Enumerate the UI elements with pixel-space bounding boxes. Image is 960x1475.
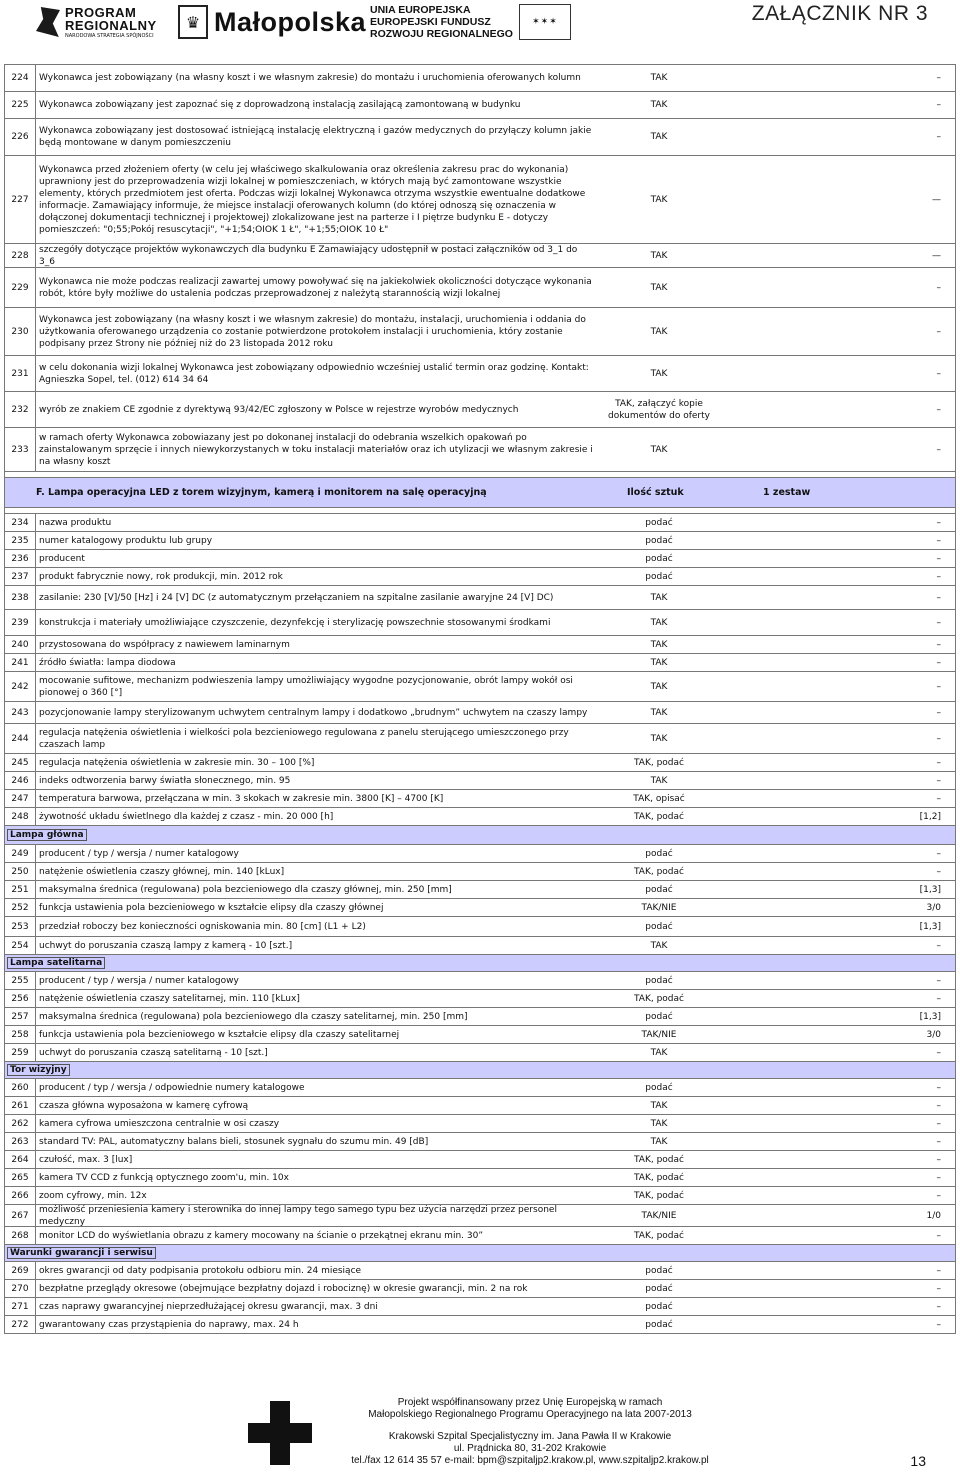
table-row — [4, 568, 956, 586]
row-description: przystosowana do współpracy z nawiewem laminarnym — [39, 639, 290, 650]
eu-line3: ROZWOJU REGIONALNEGO — [370, 28, 513, 40]
row-requirement: podać — [645, 975, 673, 986]
row-points: – — [936, 866, 941, 877]
table-row — [4, 1187, 956, 1205]
row-points: – — [936, 707, 941, 718]
row-requirement: podać — [645, 571, 673, 582]
table-row — [4, 702, 956, 724]
row-description: konstrukcja i materiały umożliwiające czyszczenie, dezynfekcję i sterylizację powszechnie stosowanymi środkami — [39, 617, 551, 628]
row-description: standard TV: PAL, automatyczny balans bieli, stosunek sygnału do szumu min. 49 [dB] — [39, 1136, 429, 1147]
logo-program-line3: NARODOWA STRATEGIA SPÓJNOŚCI — [65, 32, 154, 39]
table-row — [4, 899, 956, 917]
table-row — [4, 119, 956, 156]
row-requirement: podać — [645, 535, 673, 546]
row-number: 229 — [5, 268, 36, 307]
table-row — [4, 1298, 956, 1316]
section-f-title: F. Lampa operacyjna LED z torem wizyjnym, kamerą i monitorem na salę operacyjną — [36, 487, 487, 498]
table-row — [4, 1262, 956, 1280]
row-description: maksymalna średnica (regulowana) pola bezcieniowego dla czaszy głównej, min. 250 [mm] — [39, 884, 452, 895]
crown-crest-icon: ♛ — [178, 5, 208, 39]
row-description: nazwa produktu — [39, 517, 112, 528]
row-requirement: TAK — [650, 194, 668, 205]
table-row — [4, 1008, 956, 1026]
row-requirement: TAK — [650, 617, 668, 628]
page-number: 13 — [910, 1453, 926, 1469]
row-description: mocowanie sufitowe, mechanizm podwieszenia lampy umożliwiający wygodne pozycjonowanie, obrót lampy wokół osi pionowej o 360 [°] — [39, 675, 573, 698]
table-row — [4, 1316, 956, 1334]
row-points: – — [936, 617, 941, 628]
row-number: 256 — [5, 990, 36, 1007]
table-row — [4, 1227, 956, 1245]
row-requirement: TAK, podać — [634, 1230, 684, 1241]
row-requirement: TAK — [650, 681, 668, 692]
row-points: – — [936, 73, 941, 83]
row-requirement: TAK — [650, 326, 668, 337]
row-description: przedział roboczy bez konieczności ogniskowania min. 80 [cm] (L1 + L2) — [39, 921, 366, 932]
row-number: 234 — [5, 514, 36, 531]
row-points: – — [936, 848, 941, 859]
row-points: – — [936, 553, 941, 564]
table-row — [4, 1097, 956, 1115]
row-requirement: TAK, opisać — [633, 793, 685, 804]
table-row — [4, 845, 956, 863]
row-points: 1/0 — [926, 1210, 941, 1221]
row-description: regulacja natężenia oświetlenia w zakresie min. 30 – 100 [%] — [39, 757, 315, 768]
table-row — [4, 308, 956, 356]
row-points: – — [936, 282, 941, 293]
row-description: uchwyt do poruszania czaszą lampy z kamerą - 10 [szt.] — [39, 940, 293, 951]
section-label: Tor wizyjny — [7, 1064, 70, 1076]
qty-value: 1 zestaw — [763, 487, 811, 498]
table-row — [4, 1133, 956, 1151]
row-requirement: TAK — [650, 592, 668, 603]
row-requirement: podać — [645, 1082, 673, 1093]
row-number: 235 — [5, 532, 36, 549]
table-row — [4, 724, 956, 754]
logo-program-line2: REGIONALNY — [65, 17, 157, 33]
row-requirement: TAK — [650, 1136, 668, 1147]
table-row — [4, 532, 956, 550]
row-requirement: TAK — [650, 639, 668, 650]
row-points: – — [936, 1230, 941, 1241]
specification-table — [4, 64, 956, 1334]
row-description: zasilanie: 230 [V]/50 [Hz] i 24 [V] DC (z automatycznym przełączaniem na szpitalne zasilanie awaryjne 24 [V] DC) — [39, 592, 554, 603]
row-requirement: TAK, podać — [634, 757, 684, 768]
row-number: 239 — [5, 610, 36, 635]
row-points: – — [936, 1118, 941, 1129]
row-points: – — [936, 975, 941, 986]
row-points: – — [936, 639, 941, 650]
row-description: natężenie oświetlenia czaszy satelitarnej, min. 110 [kLux] — [39, 993, 300, 1004]
row-description: produkt fabrycznie nowy, rok produkcji, min. 2012 rok — [39, 571, 283, 582]
row-number: 264 — [5, 1151, 36, 1168]
table-row — [4, 1280, 956, 1298]
eu-line2: EUROPEJSKI FUNDUSZ — [370, 16, 491, 28]
row-requirement: TAK/NIE — [641, 1029, 677, 1040]
row-requirement: podać — [645, 553, 673, 564]
row-description: Wykonawca jest zobowiązany (na własny koszt i we własnym zakresie) do montażu i uruchomienia oferowanych kolumn — [39, 73, 581, 83]
row-requirement: podać — [645, 1283, 673, 1294]
table-row — [4, 1151, 956, 1169]
row-requirement: TAK, załączyć kopie dokumentów do oferty — [608, 398, 710, 421]
row-number: 230 — [5, 308, 36, 355]
row-requirement: TAK — [650, 132, 668, 142]
footer-line3: Krakowski Szpital Specjalistyczny im. Jana Pawła II w Krakowie — [388, 1431, 672, 1442]
section-label: Lampa główna — [7, 829, 87, 841]
row-number: 269 — [5, 1262, 36, 1279]
row-requirement: TAK — [650, 73, 668, 83]
row-points: – — [936, 1283, 941, 1294]
row-points: — — [932, 194, 941, 205]
table-row — [4, 92, 956, 119]
row-number: 248 — [5, 808, 36, 825]
row-points: – — [936, 1154, 941, 1165]
row-number: 254 — [5, 937, 36, 954]
row-description: czułość, max. 3 [lux] — [39, 1154, 133, 1165]
row-requirement: podać — [645, 1319, 673, 1330]
row-requirement: TAK, podać — [634, 866, 684, 877]
row-number: 246 — [5, 772, 36, 789]
row-number: 242 — [5, 672, 36, 701]
row-points: – — [936, 404, 941, 415]
table-row — [4, 772, 956, 790]
row-points: – — [936, 1136, 941, 1147]
table-row — [4, 550, 956, 568]
table-row — [4, 790, 956, 808]
table-row — [4, 881, 956, 899]
row-description: gwarantowany czas przystąpienia do naprawy, max. 24 h — [39, 1319, 299, 1330]
row-points: – — [936, 535, 941, 546]
row-requirement: TAK — [650, 100, 668, 110]
row-points: – — [936, 1301, 941, 1312]
section-tor-wizyjny — [4, 1062, 956, 1079]
row-description: Wykonawca zobowiązany jest zapoznać się z doprowadzoną instalacją zasilającą zamontowaną w budynku — [39, 100, 521, 110]
row-number: 227 — [5, 156, 36, 243]
row-requirement: TAK, podać — [634, 1172, 684, 1183]
row-description: możliwość przeniesienia kamery i sterownika do innej lampy tego samego typu bez użycia narzędzi przez personel medyczny — [39, 1204, 557, 1227]
row-requirement: TAK/NIE — [641, 902, 677, 913]
table-row — [4, 636, 956, 654]
row-points: – — [936, 132, 941, 142]
row-number: 245 — [5, 754, 36, 771]
row-requirement: TAK — [650, 368, 668, 379]
row-number: 244 — [5, 724, 36, 753]
section-label: Lampa satelitarna — [7, 957, 105, 969]
row-points: – — [936, 1190, 941, 1201]
row-number: 272 — [5, 1316, 36, 1333]
row-requirement: TAK — [650, 707, 668, 718]
row-number: 252 — [5, 899, 36, 916]
row-points: – — [936, 993, 941, 1004]
row-number: 258 — [5, 1026, 36, 1043]
row-description: funkcja ustawienia pola bezcieniowego w kształcie elipsy dla czaszy satelitarnej — [39, 1029, 400, 1040]
row-requirement: podać — [645, 884, 673, 895]
table-row — [4, 65, 956, 92]
row-points: – — [936, 368, 941, 379]
row-description: kamera TV CCD z funkcją optycznego zoom'u, min. 10x — [39, 1172, 289, 1183]
row-points: – — [936, 757, 941, 768]
row-description: zoom cyfrowy, min. 12x — [39, 1190, 147, 1201]
hospital-cross-icon — [248, 1401, 312, 1465]
table-row — [4, 863, 956, 881]
row-description: Wykonawca nie może podczas realizacji zawartej umowy powoływać się na jakiekolwiek okoliczności dotyczące wykonania robót, które były możliwe do ustalenia podczas przeprowadzonej z należytą starannością wizji lokalnej — [39, 276, 592, 299]
row-requirement: TAK — [650, 1047, 668, 1058]
row-description: Wykonawca zobowiązany jest dostosować istniejącą instalację elektryczną i gazów medycznych do przyłączy kolumn jakie będą montowane w danym pomieszczeniu — [39, 126, 592, 148]
row-requirement: TAK, podać — [634, 993, 684, 1004]
row-requirement: podać — [645, 517, 673, 528]
table-row — [4, 1115, 956, 1133]
row-requirement: TAK/NIE — [641, 1210, 677, 1221]
row-points: – — [936, 326, 941, 337]
row-description: monitor LCD do wyświetlania obrazu z kamery mocowany na ścianie o przekątnej ekranu min. 30” — [39, 1230, 483, 1241]
table-row — [4, 917, 956, 937]
qty-label: Ilość sztuk — [627, 487, 684, 498]
row-requirement: TAK, podać — [634, 811, 684, 822]
row-points: [1,2] — [919, 811, 941, 822]
row-number: 262 — [5, 1115, 36, 1132]
row-number: 255 — [5, 972, 36, 989]
row-requirement: podać — [645, 1301, 673, 1312]
table-row — [4, 1026, 956, 1044]
malopolska-name: Małopolska — [214, 6, 367, 37]
row-number: 267 — [5, 1205, 36, 1226]
row-number: 268 — [5, 1227, 36, 1244]
row-points: – — [936, 793, 941, 804]
row-number: 251 — [5, 881, 36, 898]
section-lampa-satelitarna — [4, 955, 956, 972]
row-number: 247 — [5, 790, 36, 807]
table-row — [4, 514, 956, 532]
row-number: 225 — [5, 92, 36, 118]
table-row — [4, 990, 956, 1008]
row-points: [1,3] — [919, 1011, 941, 1022]
section-f-header — [4, 478, 956, 508]
row-points: – — [936, 940, 941, 951]
row-requirement: TAK — [650, 657, 668, 668]
table-row — [4, 244, 956, 268]
row-number: 257 — [5, 1008, 36, 1025]
page-footer — [0, 1395, 960, 1475]
row-description: Wykonawca jest zobowiązany (na własny koszt i we własnym zakresie) do montażu, instalacji, uruchomienia i oddania do użytkowania oferowanego urządzenia co zostanie potwierdzone protokołem instalacji i uruchomienia, który zostanie podpisany przez Strony nie później niż do 23 listopada 2012 roku — [39, 314, 586, 349]
malopolska-logo — [178, 4, 366, 40]
row-requirement: TAK, podać — [634, 1154, 684, 1165]
row-description: czas naprawy gwarancyjnej nieprzedłużającej okresu gwarancji, max. 3 dni — [39, 1301, 378, 1312]
row-number: 261 — [5, 1097, 36, 1114]
row-requirement: podać — [645, 848, 673, 859]
row-points: – — [936, 444, 941, 455]
table-row — [4, 972, 956, 990]
row-description: numer katalogowy produktu lub grupy — [39, 535, 213, 546]
row-requirement: TAK — [650, 775, 668, 786]
row-points: – — [936, 1047, 941, 1058]
row-number: 232 — [5, 392, 36, 427]
row-description: indeks odtworzenia barwy światła słonecznego, min. 95 — [39, 775, 291, 786]
table-row — [4, 156, 956, 244]
row-description: w ramach oferty Wykonawca zobowiazany jest po dokonanej instalacji do odebrania wszelkich opakowań po zainstalowanym sprzęcie i innych niewykorzystanych w toku instalacji materiałów oraz ich utylizacji we własnym zakresie i na własny koszt — [39, 432, 593, 467]
row-number: 236 — [5, 550, 36, 567]
footer-line2: Małopolskiego Regionalnego Programu Operacyjnego na lata 2007-2013 — [368, 1409, 692, 1420]
section-lampa-glowna — [4, 826, 956, 845]
row-requirement: podać — [645, 921, 673, 932]
row-number: 228 — [5, 244, 36, 267]
row-description: Wykonawca przed złożeniem oferty (w celu jej właściwego skalkulowania oraz określenia zakresu prac do wykonania) uprawniony jest do przeprowadzenia wizji lokalnej w pomieszczeniach, w których mają być zamontowane wszystkie elementy, których przedmiotem jest oferta. Podczas wizji lokalnej Wykonawca otrzyma wszystkie ewentualne dodatkowe informacje. Zamawiający informuje, że miejsce instalacji oferowanych kolumn (do której odnoszą się oznaczenia w dołączonej dokumentacji technicznej i projektowej) zlokalizowane jest na parterze i I piętrze budynku E - dotyczy pomieszczeń: "0;55;Pokój resuscytacji", "+1;54;OIOK 1 Ł", "+1;55;OIOK 10 Ł" — [39, 164, 586, 235]
row-points: – — [936, 775, 941, 786]
row-description: natężenie oświetlenia czaszy głównej, min. 140 [kLux] — [39, 866, 285, 877]
row-description: czasza główna wyposażona w kamerę cyfrową — [39, 1100, 249, 1111]
row-number: 253 — [5, 917, 36, 936]
table-row — [4, 1044, 956, 1062]
row-number: 240 — [5, 636, 36, 653]
program-regionalny-logo — [36, 4, 157, 40]
row-description: producent — [39, 553, 85, 564]
row-description: żywotność układu świetlnego dla każdej z czasz - min. 20 000 [h] — [39, 811, 334, 822]
footer-line4: ul. Prądnicka 80, 31-202 Krakowie — [453, 1443, 607, 1454]
row-points: – — [936, 1172, 941, 1183]
row-requirement: TAK — [650, 250, 668, 261]
row-number: 260 — [5, 1079, 36, 1096]
row-number: 241 — [5, 654, 36, 671]
row-description: producent / typ / wersja / numer katalogowy — [39, 848, 239, 859]
table-row — [4, 1079, 956, 1097]
row-number: 224 — [5, 65, 36, 91]
row-points: – — [936, 733, 941, 744]
row-description: producent / typ / wersja / odpowiednie numery katalogowe — [39, 1082, 305, 1093]
table-row — [4, 937, 956, 955]
program-logo-mark-icon — [36, 7, 60, 37]
row-requirement: TAK — [650, 733, 668, 744]
row-requirement: podać — [645, 1265, 673, 1276]
row-number: 231 — [5, 356, 36, 391]
row-requirement: TAK — [650, 1100, 668, 1111]
row-points: – — [936, 592, 941, 603]
row-points: 3/0 — [926, 1029, 941, 1040]
row-points: – — [936, 1082, 941, 1093]
row-points: [1,3] — [919, 884, 941, 895]
table-row — [4, 610, 956, 636]
row-points: – — [936, 517, 941, 528]
row-description: okres gwarancji od daty podpisania protokołu odbioru min. 24 miesiące — [39, 1265, 362, 1276]
section-label: Warunki gwarancji i serwisu — [7, 1247, 156, 1259]
row-description: w celu dokonania wizji lokalnej Wykonawca jest zobowiązany odpowiednio wcześniej ustalić termin oraz godzinę. Kontakt: Agnieszka Sopel, tel. (012) 614 34 64 — [39, 362, 589, 385]
table-row — [4, 754, 956, 772]
row-description: pozycjonowanie lampy sterylizowanym uchwytem centralnym lampy i dodatkowo „brudnym” uchwytem na czaszy lampy — [39, 707, 588, 718]
row-description: uchwyt do poruszania czaszą satelitarną - 10 [szt.] — [39, 1047, 268, 1058]
row-points: – — [936, 571, 941, 582]
row-number: 238 — [5, 586, 36, 609]
row-requirement: TAK, podać — [634, 1190, 684, 1201]
row-points: – — [936, 1265, 941, 1276]
eu-flag-icon: ✶✶✶ — [519, 4, 571, 40]
row-description: temperatura barwowa, przełączana w min. 3 skokach w zakresie min. 3800 [K] – 4700 [K] — [39, 793, 444, 804]
row-description: producent / typ / wersja / numer katalogowy — [39, 975, 239, 986]
row-number: 243 — [5, 702, 36, 723]
row-number: 265 — [5, 1169, 36, 1186]
row-description: maksymalna średnica (regulowana) pola bezcieniowego dla czaszy satelitarnej, min. 250 [mm] — [39, 1011, 468, 1022]
row-requirement: TAK — [650, 1118, 668, 1129]
row-requirement: TAK — [650, 444, 668, 455]
row-number: 233 — [5, 428, 36, 471]
row-number: 271 — [5, 1298, 36, 1315]
row-description: źródło światła: lampa diodowa — [39, 657, 176, 668]
table-row — [4, 654, 956, 672]
row-number: 259 — [5, 1044, 36, 1061]
table-row — [4, 1169, 956, 1187]
table-row — [4, 356, 956, 392]
table-row — [4, 808, 956, 826]
row-number: 266 — [5, 1187, 36, 1204]
row-description: wyrób ze znakiem CE zgodnie z dyrektywą 93/42/EC zgłoszony w Polsce w rejestrze wyrobów medycznych — [39, 404, 519, 415]
row-number: 270 — [5, 1280, 36, 1297]
row-points: — — [932, 250, 941, 261]
row-description: funkcja ustawienia pola bezcieniowego w kształcie elipsy dla czaszy głównej — [39, 902, 384, 913]
row-number: 263 — [5, 1133, 36, 1150]
table-row — [4, 672, 956, 702]
footer-line1: Projekt współfinansowany przez Unię Europejską w ramach — [397, 1397, 663, 1408]
row-points: 3/0 — [926, 902, 941, 913]
table-row — [4, 428, 956, 472]
table-row — [4, 586, 956, 610]
row-number: 250 — [5, 863, 36, 880]
row-description: bezpłatne przeglądy okresowe (obejmujące bezpłatny dojazd i robociznę) w okresie gwarancji, min. 2 na rok — [39, 1283, 528, 1294]
table-row — [4, 392, 956, 428]
row-points: – — [936, 1319, 941, 1330]
row-number: 237 — [5, 568, 36, 585]
table-row — [4, 1205, 956, 1227]
row-number: 249 — [5, 845, 36, 862]
logo-program-line1: PROGRAM — [65, 4, 137, 20]
row-requirement: TAK — [650, 282, 668, 293]
eu-line1: UNIA EUROPEJSKA — [370, 4, 471, 16]
row-requirement: TAK — [650, 940, 668, 951]
row-points: – — [936, 1100, 941, 1111]
row-points: – — [936, 100, 941, 110]
page-header — [0, 0, 960, 46]
attachment-title: ZAŁĄCZNIK NR 3 — [751, 2, 928, 25]
row-description: szczegóły dotyczące projektów wykonawczych dla budynku E Zamawiający udostępnił w postaci załączników od 3_1 do 3_6 — [39, 244, 578, 267]
eu-logo — [370, 4, 571, 40]
footer-line5: tel./fax 12 614 35 57 e-mail: bpm@szpitaljp2.krakow.pl, www.szpitaljp2.krakow.pl — [351, 1455, 709, 1466]
row-requirement: podać — [645, 1011, 673, 1022]
section-warunki-gwarancji — [4, 1245, 956, 1262]
row-points: – — [936, 681, 941, 692]
row-description: kamera cyfrowa umieszczona centralnie w osi czaszy — [39, 1118, 280, 1129]
row-points: – — [936, 657, 941, 668]
table-row — [4, 268, 956, 308]
row-number: 226 — [5, 119, 36, 155]
row-points: [1,3] — [919, 921, 941, 932]
row-description: regulacja natężenia oświetlenia i wielkości pola bezcieniowego regulowana z panelu sterującego umieszczonego przy czaszach lamp — [39, 727, 569, 750]
